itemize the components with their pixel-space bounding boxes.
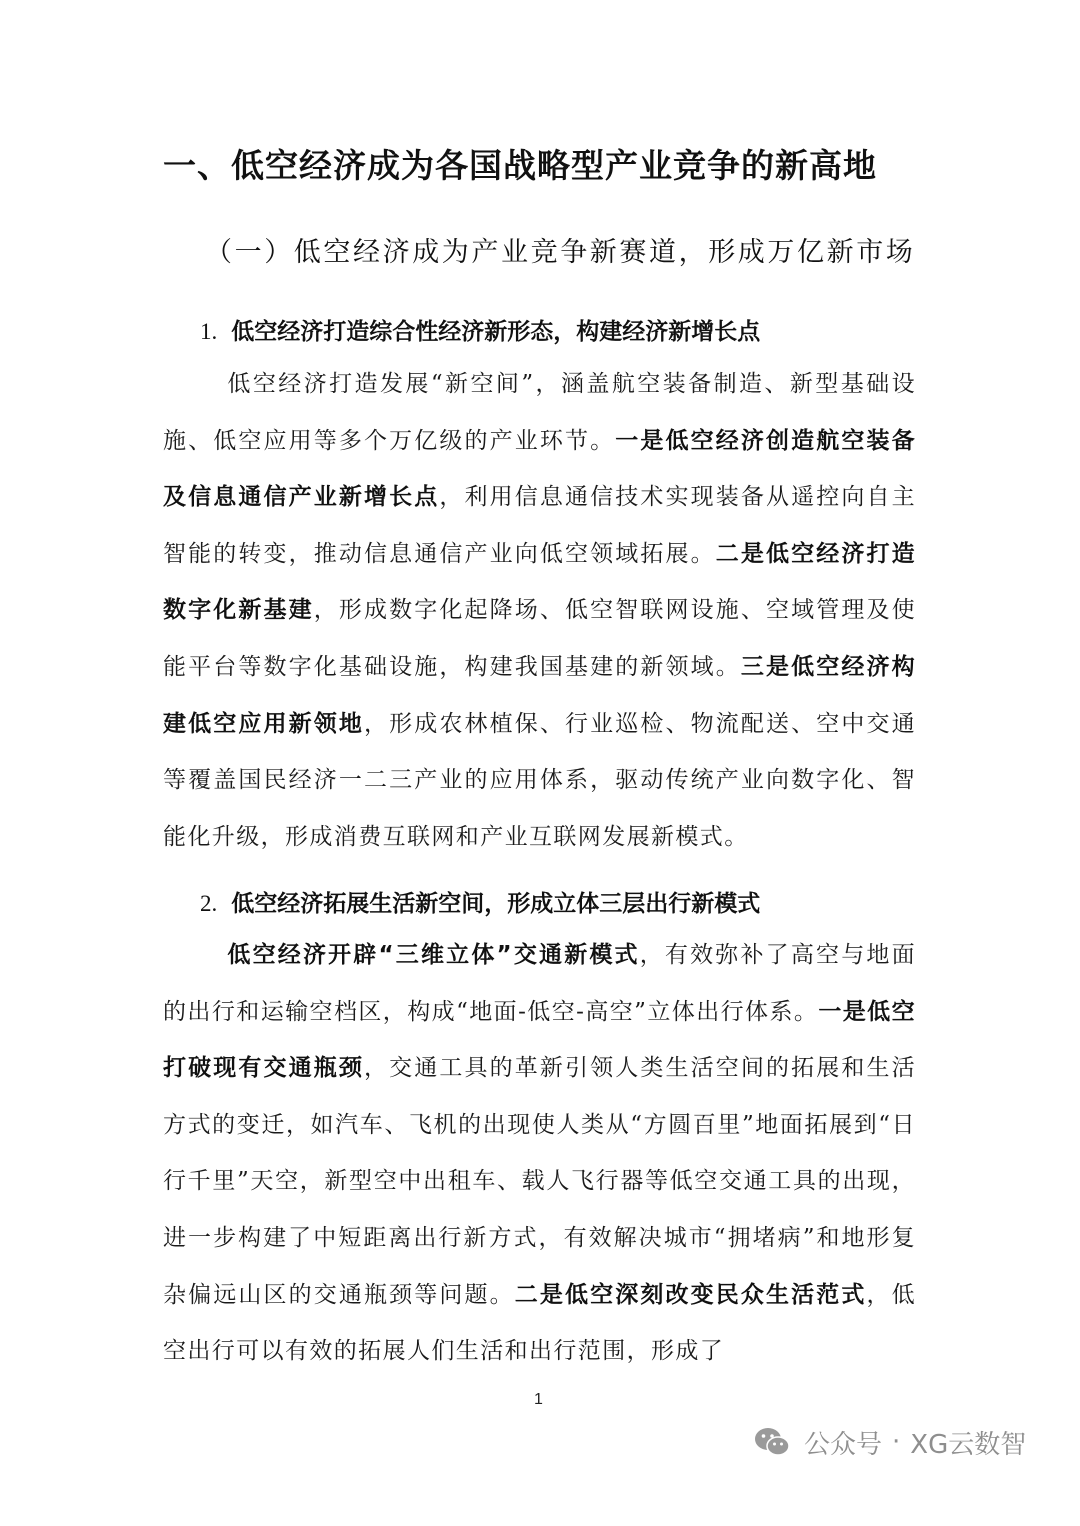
watermark-name: XG云数智	[910, 1429, 1027, 1460]
paragraph-run: ，利用信息通信技术实现装备从遥控向自主智能的转变，推动信息通信产业向低空领域拓展。	[163, 484, 916, 567]
subsection-number: 1.	[200, 319, 218, 344]
bold-key-point: 二是低空经济打造数字化新基建	[163, 540, 916, 624]
subsection-number: 2.	[200, 891, 218, 916]
subsection-heading-2	[200, 885, 760, 918]
paragraph-run: ，低空出行可以有效的拓展人们生活和出行范围，形成了	[163, 1281, 916, 1365]
paragraph-run: ，交通工具的革新引领人类生活空间的拓展和生活方式的变迁，如汽车、飞机的出现使人类从“方圆百里”地面拓展到“日行千里”天空，新型空中出租车、载人飞行器等低空交通工具的出现，进一步构建了中短距离出行新方式，有效解决城市“拥堵病”和地形复杂偏远山区的交通瓶颈等问题。	[163, 1055, 916, 1308]
paragraph-run: ，形成数字化起降场、低空智联网设施、空域管理及使能平台等数字化基础设施，构建我国基建的新领域。	[163, 597, 916, 680]
subsection-heading-1	[200, 313, 760, 346]
watermark-separator: ·	[892, 1427, 901, 1457]
bold-key-point: 一是低空打破现有交通瓶颈	[163, 998, 916, 1082]
paragraph-run: 低空经济打造发展“新空间”，涵盖航空装备制造、新型基础设施、低空应用等多个万亿级的产业环节。	[163, 371, 916, 454]
bold-key-point: 二是低空深刻改变民众生活范式	[514, 1281, 867, 1308]
watermark	[752, 1422, 1026, 1462]
page-number: 1	[534, 1391, 543, 1408]
bold-key-point: 一是低空经济创造航空装备及信息通信产业新增长点	[163, 427, 916, 511]
body-paragraph-1	[163, 356, 916, 865]
subsection-title: 低空经济打造综合性经济新形态，构建经济新增长点	[231, 319, 761, 345]
paragraph-run: ，有效弥补了高空与地面的出行和运输空档区，构成“地面-低空-高空”立体出行体系。	[163, 942, 916, 1025]
section-heading: （一）低空经济成为产业竞争新赛道，形成万亿新市场	[205, 237, 916, 268]
subsection-title: 低空经济拓展生活新空间，形成立体三层出行新模式	[231, 891, 761, 917]
body-paragraph-2	[163, 927, 916, 1380]
bold-key-point: 三是低空经济构建低空应用新领地	[163, 653, 916, 737]
watermark-prefix: 公众号	[804, 1429, 883, 1460]
wechat-icon	[752, 1422, 792, 1462]
paragraph-run: ，形成农林植保、行业巡检、物流配送、空中交通等覆盖国民经济一二三产业的应用体系，驱动传统产业向数字化、智能化升级，形成消费互联网和产业互联网发展新模式。	[163, 710, 916, 850]
bold-key-point: 低空经济开辟“三维立体”交通新模式	[227, 942, 640, 968]
chapter-heading: 一、低空经济成为各国战略型产业竞争的新高地	[163, 146, 877, 185]
